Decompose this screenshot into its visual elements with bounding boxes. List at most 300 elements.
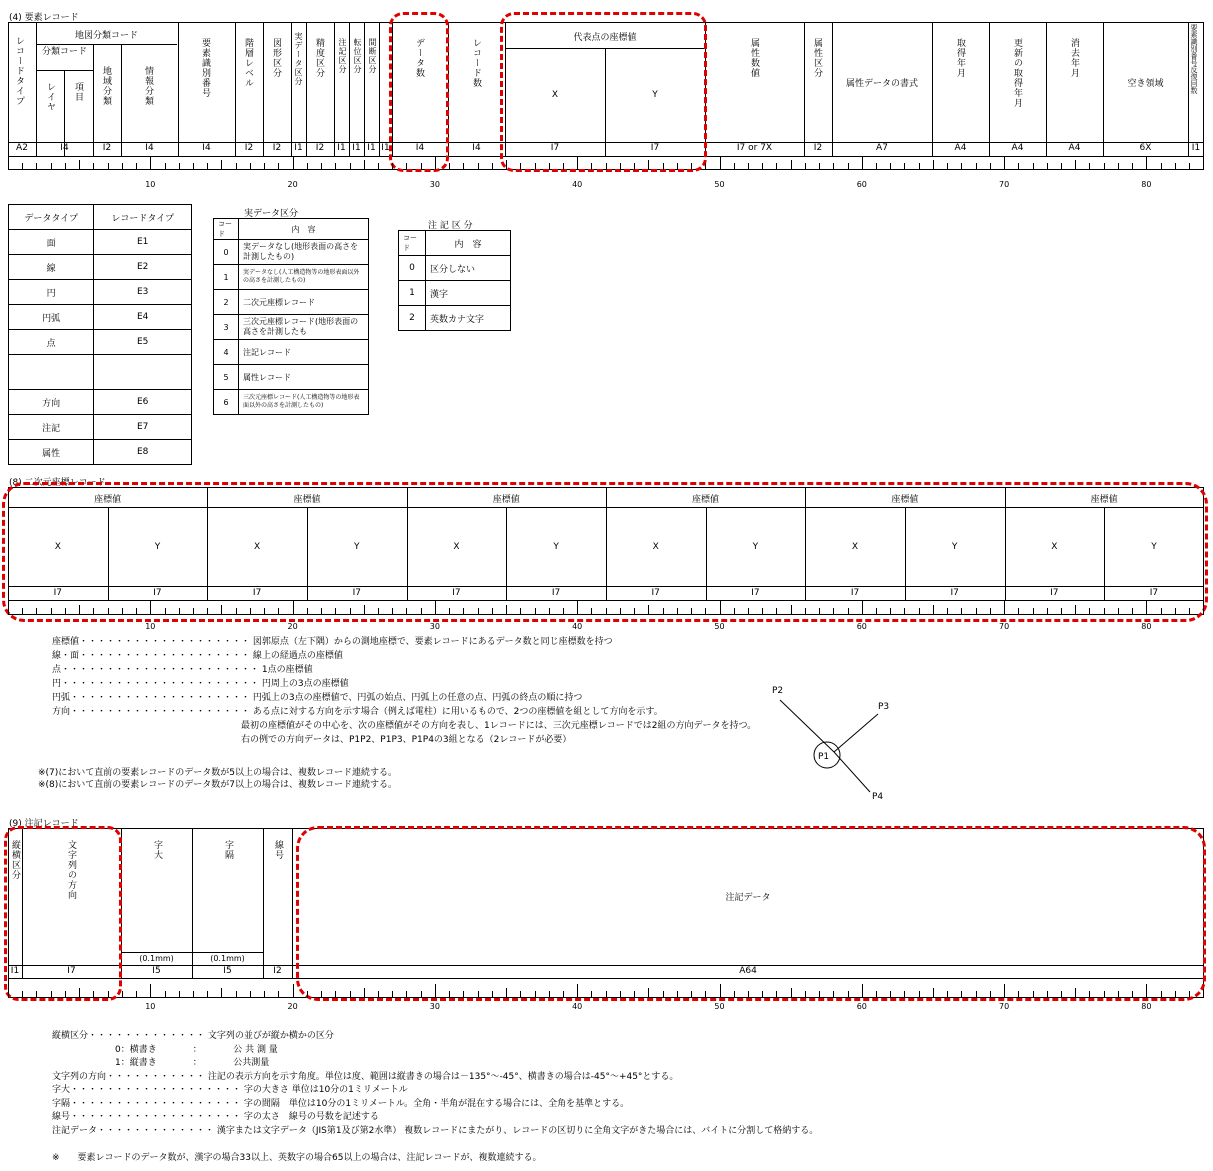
ruler-tick: [663, 163, 664, 170]
note-line: 注記データ・・・・・・・・・・・・・ 漢字または文字データ（JIS第1及び第2水準） 複数レコードにまたがり、レコードの区切りに全角文字がきた場合には、バイトに分割して格納する。: [52, 1125, 819, 1136]
ruler-tick: [1146, 601, 1147, 615]
coord-x-label: X: [851, 542, 859, 552]
ruler-tick: [1146, 156, 1147, 170]
ruler-tick: [1018, 608, 1019, 615]
ruler-tick: [1018, 991, 1019, 998]
section-4-title: (4) 要素レコード: [9, 13, 79, 23]
ruler-tick: [677, 163, 678, 170]
ruler-tick: [1132, 163, 1133, 170]
ruler-tick: [748, 608, 749, 615]
ruler-tick: [1161, 163, 1162, 170]
ruler-tick: [165, 608, 166, 615]
ruler-tick: [364, 605, 365, 615]
ruler-tick: [392, 991, 393, 998]
ruler-tick: [705, 163, 706, 170]
ruler-tick: [335, 608, 336, 615]
format-cell: A7: [876, 143, 888, 153]
ruler-tick: [150, 601, 151, 615]
col-region: 地域分類: [101, 66, 111, 106]
ruler-tick: [563, 163, 564, 170]
ruler-tick: [79, 988, 80, 998]
ruler-tick: [890, 608, 891, 615]
ruler-tick: [620, 608, 621, 615]
ruler-tick: [848, 991, 849, 998]
ruler-tick: [278, 991, 279, 998]
ruler-tick: [791, 160, 792, 170]
ruler-tick: [221, 605, 222, 615]
col-attr-format: 属性データの書式: [845, 79, 918, 89]
ruler-tick: [1089, 608, 1090, 615]
coord-x-label: X: [54, 542, 61, 552]
ruler-tick: [392, 608, 393, 615]
ruler-tick: [321, 163, 322, 170]
format-cell: I4: [60, 143, 69, 153]
highlight-direction: [4, 826, 122, 1001]
ruler-tick: [179, 991, 180, 998]
coord-group-label: 座標値: [1090, 495, 1118, 505]
format-cell: I4: [145, 143, 154, 153]
col-info: 情報分類: [143, 66, 153, 106]
ruler-tick: [264, 163, 265, 170]
ruler-tick: [1118, 991, 1119, 998]
unit-size: (0.1mm): [139, 954, 174, 963]
col-rep-y: Y: [652, 90, 658, 100]
coord-x-format: I7: [651, 588, 660, 598]
col-shape: 図形区分: [271, 38, 281, 78]
ruler-tick: [734, 991, 735, 998]
coord-y-format: I7: [950, 588, 959, 598]
coord-y-label: Y: [951, 542, 958, 552]
ruler-tick: [577, 156, 578, 170]
coord-y-label: Y: [154, 542, 161, 552]
ruler-tick: [976, 608, 977, 615]
ruler-tick: [904, 163, 905, 170]
ruler-tick: [1189, 991, 1190, 998]
label-p4: P4: [872, 792, 884, 802]
ruler-tick: [378, 991, 379, 998]
ruler-tick: [961, 991, 962, 998]
ruler-tick: [634, 991, 635, 998]
ruler-tick: [791, 605, 792, 615]
ruler-tick: [1061, 608, 1062, 615]
ruler-tick: [421, 991, 422, 998]
ruler-tick: [364, 160, 365, 170]
coord-x-label: X: [652, 542, 659, 552]
ruler-label: 60: [856, 1002, 867, 1011]
ruler-tick: [606, 991, 607, 998]
ruler-tick: [193, 163, 194, 170]
ruler-tick: [1118, 163, 1119, 170]
ruler-tick: [1004, 601, 1005, 615]
ruler-tick: [435, 156, 436, 170]
ruler-tick: [776, 991, 777, 998]
ruler-tick: [435, 984, 436, 998]
ruler-tick: [748, 991, 749, 998]
ruler-tick: [449, 991, 450, 998]
ruler-tick: [478, 608, 479, 615]
format-cell: A4: [1011, 143, 1024, 153]
ruler-tick: [862, 601, 863, 615]
ruler-tick: [65, 608, 66, 615]
realdata-table: コード 内 容 0 実データなし(地形表面の高さを計測したもの) 1 実データなし(人工構造物等の地形表面以外の高さを計測したもの) 2 二次元座標レコード 3 三次元座標レコード(地形表面の高さを計測したも 4 注記レコード 5 属性レコード 6 三次元座標レコード(人工構造物等の地形表面以外の高さを計測したもの): [213, 218, 369, 415]
note-line: 線号・・・・・・・・・・・・・・・・・・・ 字の太さ 線号の号数を記述する: [52, 1112, 379, 1122]
ruler-tick: [677, 608, 678, 615]
ruler-tick: [108, 991, 109, 998]
label-p3: P3: [878, 702, 890, 712]
ruler-tick: [392, 163, 393, 170]
ruler-tick: [1075, 160, 1076, 170]
ruler-tick: [805, 991, 806, 998]
ruler-tick: [947, 608, 948, 615]
ruler-tick: [848, 608, 849, 615]
ruler-tick: [919, 163, 920, 170]
ruler-tick: [549, 608, 550, 615]
ruler-tick: [876, 608, 877, 615]
ruler-tick: [1075, 605, 1076, 615]
ruler-label: 30: [429, 622, 440, 631]
format-cell: I2: [102, 143, 112, 153]
highlight-rep-point: [500, 12, 707, 172]
ruler-tick: [990, 163, 991, 170]
note-line: 字隔・・・・・・・・・・・・・・・・・・・ 字の間隔 単位は10分の1ミリメートル。全角・半角が混在する場合には、全角を基準とする。: [52, 1098, 630, 1109]
ruler-tick: [293, 156, 294, 170]
format-cell: I1: [1191, 143, 1201, 153]
ruler-tick: [591, 163, 592, 170]
col-bunrui-code: 分類コード: [41, 47, 87, 57]
ruler-tick: [378, 163, 379, 170]
ruler-tick: [748, 163, 749, 170]
ruler-label: 40: [572, 180, 583, 189]
ruler-tick: [8, 984, 9, 998]
ruler-label: 30: [429, 180, 440, 189]
ruler-tick: [976, 163, 977, 170]
ruler-tick: [734, 608, 735, 615]
ruler-tick: [93, 163, 94, 170]
col-line-no: 線号: [273, 840, 283, 860]
col-transfer: 転位区分: [353, 38, 362, 74]
ruler-tick: [663, 991, 664, 998]
ruler-tick: [1061, 991, 1062, 998]
col-string-direction: 文字列の方向: [66, 840, 76, 900]
ruler-tick: [776, 163, 777, 170]
ruler-tick: [720, 156, 721, 170]
col-element-id: 要素識別番号: [200, 38, 210, 98]
ruler-tick: [193, 608, 194, 615]
ruler-tick: [563, 991, 564, 998]
ruler-tick: [278, 608, 279, 615]
note-line: 方向・・・・・・・・・・・・・・・・・・・・ ある点に対する方向を示す場合（例えば電柱）に用いるもので、2つの座標値を組として方向を示す。: [52, 707, 663, 717]
ruler-tick: [634, 163, 635, 170]
ruler-tick: [207, 163, 208, 170]
ruler-tick: [876, 991, 877, 998]
ruler-tick: [549, 991, 550, 998]
col-real-data: 実データ区分: [294, 32, 303, 86]
ruler-tick: [1089, 991, 1090, 998]
ruler-tick: [207, 991, 208, 998]
coord-x-label: X: [453, 542, 460, 552]
ruler-tick: [350, 608, 351, 615]
ruler-tick: [108, 163, 109, 170]
ruler-tick: [221, 160, 222, 170]
ruler-tick: [350, 163, 351, 170]
ruler-tick: [22, 608, 23, 615]
ruler-label: 40: [572, 622, 583, 631]
ruler-tick: [762, 991, 763, 998]
ruler-tick: [976, 991, 977, 998]
ruler-tick: [150, 984, 151, 998]
ruler-tick: [990, 608, 991, 615]
ruler-tick: [805, 163, 806, 170]
ruler-tick: [492, 991, 493, 998]
ruler-tick: [65, 991, 66, 998]
ruler-tick: [463, 608, 464, 615]
format-cell: I2: [813, 143, 823, 153]
ruler-tick: [1047, 991, 1048, 998]
ruler-tick: [79, 605, 80, 615]
col-record-type: レコードタイプ: [14, 36, 24, 106]
ruler-tick: [136, 163, 137, 170]
ruler-tick: [150, 156, 151, 170]
ruler-tick: [506, 160, 507, 170]
ruler-tick: [691, 163, 692, 170]
ruler-tick: [406, 608, 407, 615]
note-line: 座標値・・・・・・・・・・・・・・・・・・・ 図郭原点（左下隅）からの測地座標で、要素レコードにあるデータ数と同じ座標数を持つ: [52, 637, 613, 647]
ruler-tick: [421, 163, 422, 170]
ruler-tick: [36, 608, 37, 615]
ruler-tick: [1018, 163, 1019, 170]
ruler-tick: [947, 991, 948, 998]
ruler-tick: [833, 991, 834, 998]
ruler-label: 70: [999, 622, 1010, 631]
ruler-tick: [165, 163, 166, 170]
ruler-label: 70: [999, 1002, 1010, 1011]
ruler-tick: [1146, 984, 1147, 998]
ruler-tick: [108, 608, 109, 615]
ruler-tick: [179, 163, 180, 170]
ruler-tick: [65, 163, 66, 170]
ruler-tick: [862, 984, 863, 998]
ruler-tick: [919, 608, 920, 615]
ruler-tick: [520, 991, 521, 998]
ruler-tick: [236, 991, 237, 998]
format-cell: 6X: [1139, 143, 1152, 153]
ruler-tick: [122, 991, 123, 998]
format-cell: A4: [1068, 143, 1081, 153]
ruler-label: 10: [145, 1002, 156, 1011]
col-blank: 空き領域: [1127, 79, 1164, 89]
format-cell: I1: [381, 143, 390, 153]
ruler-tick: [1203, 163, 1204, 170]
ruler-tick: [933, 160, 934, 170]
ruler-tick: [293, 601, 294, 615]
col-item: 項目: [73, 82, 83, 102]
col-attr-val: 属性数値: [749, 38, 759, 78]
note-line: 円・・・・・・・・・・・・・・・・・・・・・・ 円周上の3点の座標値: [52, 679, 349, 689]
ruler-tick: [648, 160, 649, 170]
ruler-tick: [648, 988, 649, 998]
ruler-tick: [620, 163, 621, 170]
note-line: 最初の座標値がその中心を、次の座標値がその方向を表し、1レコードには、三次元座標レコードでは2組の方向データを持つ。: [52, 721, 757, 731]
ruler-tick: [264, 991, 265, 998]
ruler-tick: [250, 608, 251, 615]
remark-line: ※(8)において直前の要素レコードのデータ数が7以上の場合は、複数レコード連続する。: [38, 780, 398, 790]
ruler-tick: [634, 608, 635, 615]
ruler-tick: [449, 163, 450, 170]
ruler-tick: [250, 991, 251, 998]
note-line: 文字列の方向・・・・・・・・・・・ 注記の表示方向を示す角度。単位は度、範囲は縦書きの場合は－135°～-45°、横書きの場合は-45°～+45°とする。: [52, 1071, 679, 1082]
coord-x-format: I7: [452, 588, 461, 598]
ruler-label: 60: [856, 622, 867, 631]
ruler-tick: [335, 991, 336, 998]
ruler-tick: [293, 984, 294, 998]
ruler-tick: [819, 991, 820, 998]
coord-y-format: I7: [352, 588, 361, 598]
col-break: 間断区分: [368, 38, 377, 74]
label-p2: P2: [772, 686, 784, 696]
coord-y-format: I7: [751, 588, 760, 598]
annot-table-title: 注 記 区 分: [428, 221, 473, 231]
ruler-tick: [791, 988, 792, 998]
ruler-tick: [563, 608, 564, 615]
ruler-tick: [720, 601, 721, 615]
ruler-label: 80: [1141, 622, 1152, 631]
ruler-tick: [506, 988, 507, 998]
coord-group-label: 座標値: [891, 495, 919, 505]
ruler-tick: [1061, 163, 1062, 170]
coord-y-label: Y: [354, 542, 360, 552]
ruler-label: 20: [287, 1002, 298, 1011]
ruler-tick: [36, 163, 37, 170]
ruler-tick: [1047, 608, 1048, 615]
ruler-tick: [535, 991, 536, 998]
ruler-tick: [278, 163, 279, 170]
ruler-tick: [1203, 991, 1204, 998]
col-updated: 更新の取得年月: [1012, 38, 1022, 108]
ruler-tick: [1104, 163, 1105, 170]
ruler-tick: [933, 605, 934, 615]
ruler-tick: [321, 991, 322, 998]
ruler-tick: [8, 156, 9, 170]
ruler-tick: [1004, 156, 1005, 170]
ruler-tick: [364, 988, 365, 998]
coord-x-format: I7: [1050, 588, 1059, 598]
ruler-tick: [1047, 163, 1048, 170]
ruler-tick: [136, 991, 137, 998]
ruler-tick: [1175, 991, 1176, 998]
ruler-tick: [1104, 991, 1105, 998]
ruler-tick: [1161, 608, 1162, 615]
ruler-tick: [1132, 608, 1133, 615]
note-line: 円弧・・・・・・・・・・・・・・・・・・・・ 円弧上の3点の座標値で、円弧の始点、円弧上の任意の点、円弧の終点の順に持つ: [52, 693, 583, 703]
ruler-tick: [961, 608, 962, 615]
format-cell: A2: [16, 143, 28, 153]
col-attr-kind: 属性区分: [812, 38, 822, 78]
ruler-tick: [961, 163, 962, 170]
section-9-title: (9) 注記レコード: [9, 819, 79, 829]
ruler-tick: [1033, 163, 1034, 170]
ruler-tick: [463, 991, 464, 998]
ruler-tick: [691, 608, 692, 615]
coord-y-format: I7: [153, 588, 162, 598]
ruler-tick: [1189, 163, 1190, 170]
datatype-table: データタイプ レコードタイプ 面 E1 線 E2 円 E3 円弧 E4 点 E5 方向 E6 注記 E7 属性 E8: [8, 204, 192, 465]
ruler-tick: [833, 163, 834, 170]
ruler-tick: [236, 163, 237, 170]
ruler-tick: [406, 163, 407, 170]
ruler-tick: [1189, 608, 1190, 615]
format-cell: I7 or 7X: [736, 143, 773, 153]
ruler-tick: [862, 156, 863, 170]
ruler-label: 20: [287, 622, 298, 631]
ruler-label: 20: [287, 180, 298, 189]
ruler-tick: [776, 608, 777, 615]
ruler-tick: [435, 601, 436, 615]
ruler-tick: [51, 991, 52, 998]
ruler-tick: [236, 608, 237, 615]
ruler-tick: [933, 988, 934, 998]
note-line: 0：横書き ： 公 共 測 量: [52, 1044, 278, 1055]
ruler-tick: [620, 991, 621, 998]
ruler-tick: [179, 608, 180, 615]
ruler-tick: [51, 163, 52, 170]
ruler-tick: [904, 608, 905, 615]
unit-spacing: (0.1mm): [210, 954, 245, 963]
ruler-tick: [762, 163, 763, 170]
ruler-tick: [691, 991, 692, 998]
format-cell: I1: [294, 143, 303, 153]
col-precision: 精度区分: [314, 38, 324, 78]
note-line: 縦横区分・・・・・・・・・・・・・ 文字列の並びが縦か横かの区分: [52, 1031, 334, 1041]
ruler-tick: [677, 991, 678, 998]
ruler-tick: [833, 608, 834, 615]
ruler-tick: [591, 991, 592, 998]
ruler-tick: [1132, 991, 1133, 998]
ruler-tick: [79, 160, 80, 170]
ruler-tick: [1175, 608, 1176, 615]
ruler-tick: [307, 608, 308, 615]
ruler-tick: [406, 991, 407, 998]
ruler-tick: [478, 991, 479, 998]
coord-y-label: Y: [1151, 542, 1157, 552]
ruler-tick: [22, 163, 23, 170]
col-repeat: 要素識別番号反復回数: [1190, 24, 1198, 94]
coord-x-format: I7: [53, 588, 63, 598]
annot-table: コード 内 容 0 区分しない 1 漢字 2 英数カナ文字: [398, 230, 511, 331]
ruler-tick: [705, 608, 706, 615]
highlight-annotation-data: [296, 826, 1206, 1001]
ruler-label: 70: [999, 180, 1010, 189]
label-p1: P1: [818, 752, 830, 762]
ruler-tick: [1089, 163, 1090, 170]
ruler-tick: [805, 608, 806, 615]
ruler-tick: [947, 163, 948, 170]
ruler-tick: [221, 988, 222, 998]
ruler-tick: [648, 605, 649, 615]
ruler-tick: [819, 608, 820, 615]
ruler-tick: [22, 991, 23, 998]
ruler-label: 80: [1141, 180, 1152, 189]
ruler-tick: [734, 163, 735, 170]
ruler-tick: [549, 163, 550, 170]
ruler-tick: [577, 984, 578, 998]
coord-group-label: 座標値: [492, 495, 520, 505]
ruler-label: 50: [714, 180, 725, 189]
ruler-tick: [890, 163, 891, 170]
coord-group-label: 座標値: [692, 495, 720, 505]
col-record-count: レコード数: [471, 38, 481, 88]
ruler-tick: [449, 608, 450, 615]
ruler-tick: [520, 163, 521, 170]
